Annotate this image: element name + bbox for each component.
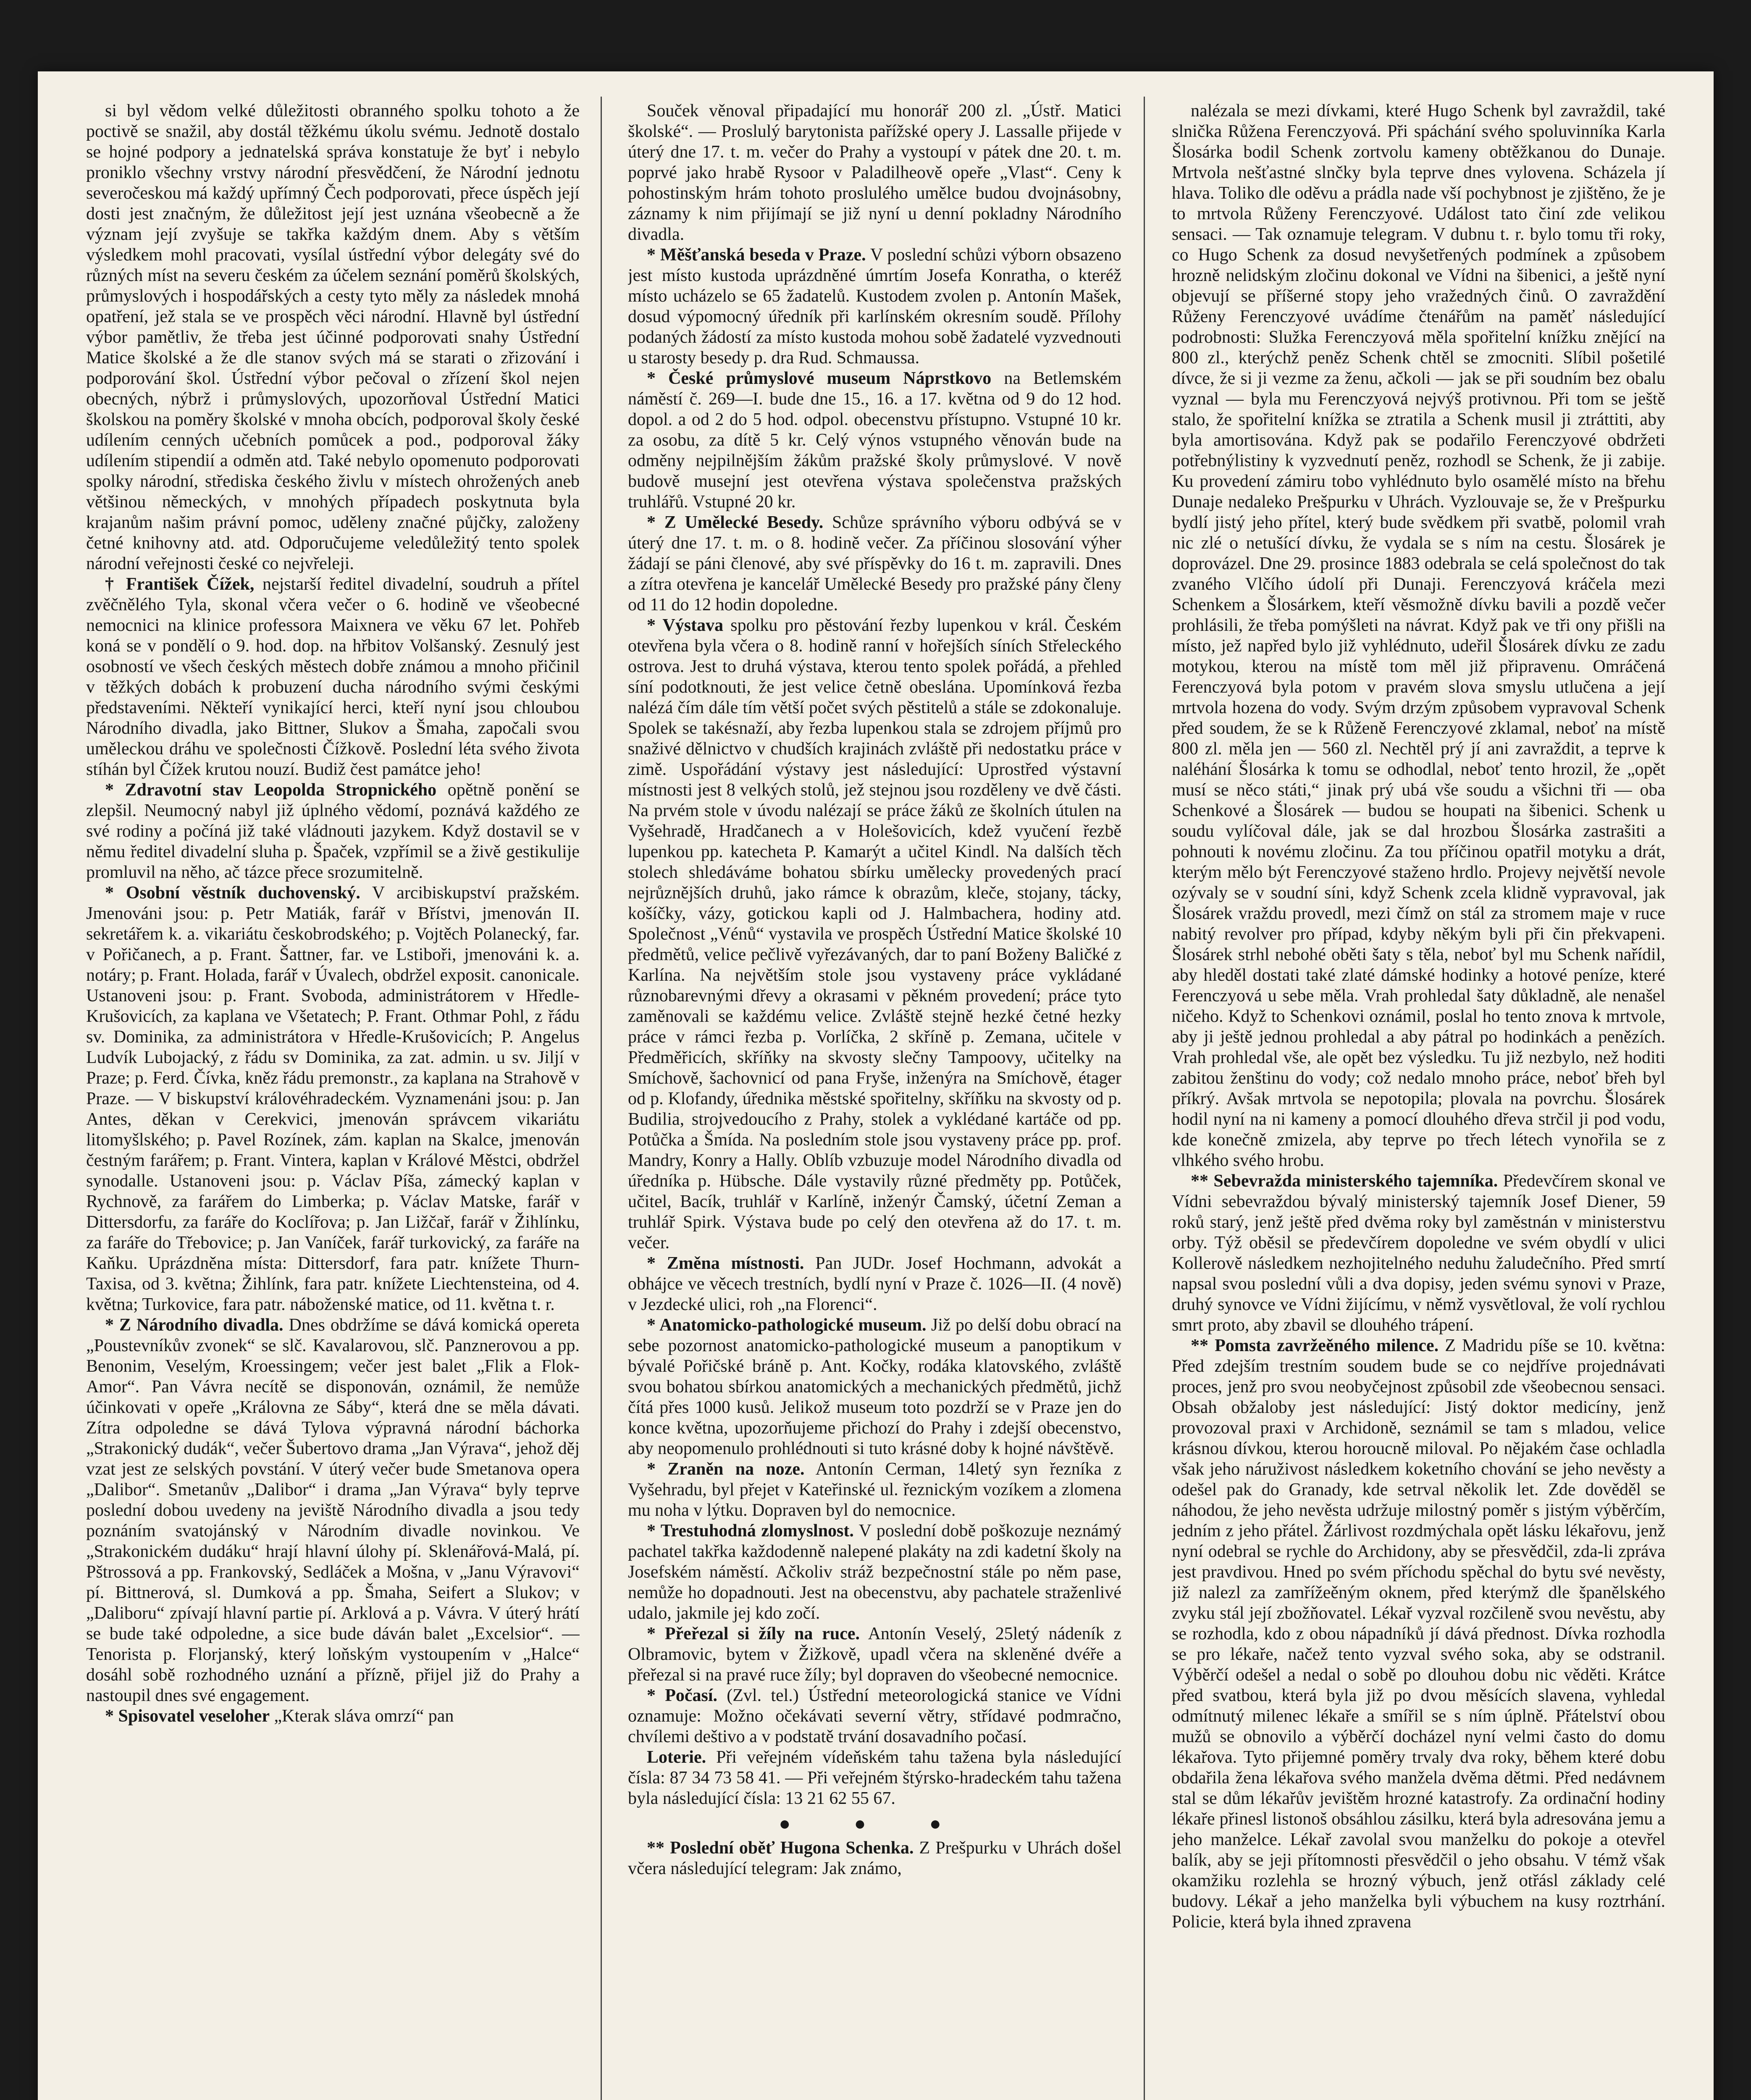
article-paragraph: Souček věnoval připadající mu honorář 200 zl. „Ústř. Matici školské“. — Proslulý barytonista pařížské opery J. Lassalle přijede v úterý dne 17. t. m. večer do Prahy a vystoupí v pátek dne 20. t. m. poprvé jako hrabě Rysoor v Paladilheově opeře „Vlast“. Ceny k pohostinským hrám tohoto proslulého umělce budou dvojnásobny, záznamy k nim přijímají se již nyní u denní pokladny Národního divadla. [628, 101, 1121, 244]
article-text: Předevčírem skonal ve Vídni sebevraždou bývalý ministerský tajemník Josef Diener, 59 roků starý, jenž ještě před dvěma roky byl zaměstnán v ministerstvu orby. Týž oběsil se předevčírem dopoledne ve svém obydlí v ulici Kollerově následkem nezhojitelného neduhu žaludečního. Před smrtí napsal svou poslední vůli a dva dopisy, jeden svému synovi v Praze, druhý synovce ve Vídni žijícímu, v němž vysvětloval, že volí rychlou smrt proto, aby zbavil se dlouhého trápení. [1172, 1171, 1665, 1335]
article-paragraph [86, 883, 580, 1315]
article-heading: * Spisovatel veseloher [105, 1706, 270, 1726]
article-heading: ** Pomsta zavržeěného milence. [1191, 1336, 1439, 1355]
article-paragraph [628, 615, 1121, 1253]
article-text: Pan JUDr. Josef Hochmann, advokát a obhájce ve věcech trestních, bydlí nyní v Praze č. 1026—II. (4 nově) v Jezdecké ulici, roh „na Florenci“. [628, 1254, 1121, 1314]
article-heading: * Z Národního divadla. [105, 1315, 284, 1335]
article-heading: * Anatomicko-pathologické museum. [647, 1315, 927, 1335]
article-paragraph [86, 1706, 580, 1727]
article-heading: * Přeřezal si žíly na ruce. [647, 1624, 860, 1643]
column-middle [628, 101, 1121, 2100]
article-text: „Kterak sláva omrzí“ pan [274, 1706, 454, 1726]
article-text: V poslední době poškozuje neznámý pachatel takřka každodenně nalepené plakáty na zdi kadetní školy na Josefském náměstí. Ačkoliv stráž bezpečnostní stále po něm pase, nemůže ho dopadnouti. Jest na obecenstvu, aby pachatele straženlivé udalo, jakmile jej kdo zočí. [628, 1521, 1121, 1623]
section-separator: ● ● ● [779, 1813, 971, 1834]
article-text: V arcibiskupství pražském. Jmenováni jsou: p. Petr Matiák, farář v Břístvi, jmenován II. sekretářem k. a. vikariátu českobrodského; p. Vojtěch Polanecký, far. v Pořičanech, a p. Frant. Šattner, far. ve Lstiboři, jmenováni k. a. notáry; p. Frant. Holada, farář v Úvalech, obdržel exposit. canonicale. Ustanoveni jsou: p. Frant. Svoboda, administrátorem v Hředle-Krušovicích, za kaplana ve Všetatech; P. Frant. Othmar Pohl, z řádu sv. Dominika, za administrátora v Hředle-Krušovicích; P. Angelus Ludvík Lubojacký, z řádu sv Dominika, za zat. admin. u sv. Jiljí v Praze; p. Ferd. Čívka, kněz řádu premonstr., za kaplana na Strahově v Praze. — V biskupství královéhradeckém. Vyznamenáni jsou: p. Jan Antes, děkan v Cerekvici, jmenován správcem vikariátu litomyšlského; p. Pavel Rozínek, zám. kaplan na Skalce, jmenován čestným farářem; p. Frant. Vintera, kaplan v Králové Městci, obdržel synodalle. Ustanoveni jsou: p. Václav Píša, zámecký kaplan v Rychnově, za farářem do Limberka; p. Václav Matske, farář v Dittersdorfu, za faráře do Koclířova; p. Jan Ližčař, farář v Žihlínku, za faráře do Třebovice; p. Jan Vaníček, farář turkovický, za faráře na Kaňku. Uprázdněna místa: Dittersdorf, fara patr. knížete Thurn-Taxisa, od 3. května; Žihlínk, fara patr. knížete Liechtensteina, od 4. května; Turkovice, fara patr. náboženské matice, od 11. května t. r. [86, 883, 580, 1314]
article-text: Z Madridu píše se 10. května: Před zdejším trestním soudem bude se co nejdříve projednávati proces, jenž pro svou neobyčejnost způsobil zde všeobecnou sensaci. Obsah obžaloby jest následující: Jistý doktor medicíny, jenž provozoval praxi v Archidoně, seznámil se tam s mladou, velice krásnou dívkou, kterou horoucně miloval. Po nějakém čase ochladla však jeho náruživost následkem koketního chování se jeho nevěsty a odešel pak do Granady, kde setrval několik let. Zde dověděl se náhodou, že jeho nevěsta udržuje milostný poměr s jistým výběrčím, jedním z jeho přátel. Žárlivost rozdmýchala opět lásku lékařovu, jenž nyní odebral se rychle do Archidony, aby se přesvědčil, zda-li zpráva jest pravdivou. Hned po svém příchodu spěchal do bytu své nevěsty, již nalezl za zamřížeěným oknem, před kterýmž dle španělského zvyku stál její zbožňovatel. Lékař vyzval rozčileně svou nevěstu, aby se rozhodla, kdo z obou nápadníků jí dává přednost. Dívka rozhodla se pro lékaře, načež tento vyzval svého soka, aby se odstranil. Výběrčí odešel a nedal o sobě po dlouhou dobu nic věděti. Krátce před svatbou, která byla již po dvou měsících slavena, vyhledal odmítnutý milenec lékaře a smířil se s ním úplně. Přátelství obou mužů se obnovilo a výběrčí docházel nyní velmi často do domu lékařova. Tyto přijemné poměry trvaly dva roky, během které dobu obdařila žena lékařova svého manžela dvěma dětmi. Před nedávnem stal se dům lékařův jevištěm hrozné katastrofy. Za ordinační hodiny lékaře přinesl listonoš obsáhlou zásilku, která byla adresována jemu a jeho manželce. Lékař zavolal svou manželku do pokoje a otevřel balík, aby se jeji přítomnosti přesvědčil o jeho obsahu. V témž však okamžiku rozlehla se hrozný výbuch, jenž otřásl základy celé budovy. Lékař a jeho manželka byli výbuchem na kusy roztrhání. Policie, která byla ihned zpravena [1172, 1336, 1665, 1932]
article-text: V poslední schůzi výborn obsazeno jest místo kustoda uprázdněné úmrtím Josefa Konratha, o kteréž místo ucházelo se 65 žadatelů. Kustodem zvolen p. Antonín Mašek, dosud výpomocný úředník při karlínském okresním soudě. Přílohy podaných žádostí za místo kustoda mohou sobě žadatelé vyzvednouti u starosty besedy p. dra Rud. Schmaussa. [628, 245, 1121, 368]
article-text: opětně ponění se zlepšil. Neumocný nabyl již úplného vědomí, poznává každého ze své rodiny a počíná již také vládnouti jazykem. Když dostavil se v němu ředitel divadelní sluha p. Špaček, vzpřímil se a živě gestikulije promluvil na něho, ač tázce přece srozumitelně. [86, 780, 580, 882]
article-heading: * Zdravotní stav Leopolda Stropnického [105, 780, 437, 800]
article-paragraph [628, 245, 1121, 368]
article-heading: * České průmyslové museum Náprstkovo [647, 369, 992, 388]
article-heading: * Osobní věstník duchovenský. [105, 883, 360, 903]
article-paragraph: nalézala se mezi dívkami, které Hugo Schenk byl zavraždil, také slnička Růžena Ferenczyová. Při spáchání svého spoluvinníka Karla Šlosárka bodil Schenk zortvolu kameny obtěžkanou do Dunaje. Mrtvola nešťastné slnčky byla teprve dnes vylovena. Scházela jí hlava. Toliko dle oděvu a prádla nade vší pochybnost je zjištěno, že je to mrtvola Růženy Ferenczyové. Událost tato činí zde velikou sensaci. — Tak oznamuje telegram. V dubnu t. r. bylo tomu tři roky, co Hugo Schenk za dosud nevyšetřených podmínek a způsobem hrozně nelidským zločinu dokonal ve Vídni na šibenici, a ještě nyní objevují se příšerné stopy jeho vražedných činů. O zavraždění Růženy Ferenczyové uvádíme čtenářům na paměť následující podrobnosti: Služka Ferenczyová měla spořitelní knížku znějící na 800 zl., kterýchž peněz Schenk chtěl se zmocniti. Slíbil pošetilé dívce, že si ji vezme za ženu, ačkoli — jak se při soudním bez obalu vyznal — byla mu Ferenczyová nejvýš protivnou. Při tom se ještě stalo, že spořitelní knížka se ztratila a Schenk musil ji ztráttiti, aby byla amortisována. Když pak se podařilo Ferenczyové obdržeti potřebnýlistiny k vyzvednutí peněz, rozhodl se Schenk, že ji zabije. Ku provedení zámiru tobo vyhlédnuto bylo osamělé místo na břehu Dunaje nedaleko Prešpurku v Uhrách. Vyzlouvaje se, že v Prešpurku bydlí jistý jeho přítel, který bude svědkem při svatbě, polomil vrah nic zlé o netušící dívku, že vydala se s ním na cestu. Šlosárek je doprovázel. Dne 29. prosince 1883 odebrala se celá společnost do tak zvaného Vlčího údolí při Dunaji. Ferenczyová kráčela mezi Schenkem a Šlosárkem, kteří věsmožně dívku bavili a pozdě večer prohlásili, že třeba pomýšleti na návrat. Když pak ve tři ony přišli na místo, jež napřed bylo již vyhlédnuto, udeřil Šlosárek dívku ze zadu motykou, kterou na místě tom měl již připravenu. Omráčená Ferenczyová byla potom v pravém slova smyslu utlučena a její mrtvola hozena do vody. Svým drzým způsobem vypravoval Schenk před soudem, že se k Růženě Ferenczyové zklamal, neboť na místě 800 zl. měla jen — 560 zl. Nechtěl prý jí ani zavraždit, a teprve k naléhání Šlosárka k tomu se odhodlal, neboť tento hrozil, že „opět musí se něco státi,“ jinak prý ubá vše soudu a všichni tři — oba Schenkové a Šlosárek — budou se houpati na šibenici. Schenk u soudu vylíčoval dále, jak se dal hrozbou Šlosárka zastrašiti a pohnouti k novému zločinu. Za tou příčinou opatřil motyku a drát, kterým mělo být Ferenczyové staženo hrdlo. Projevy největší nevole ozývaly se v soudní síni, když Schenk zcela klidně vypravoval, jak Šlosárek vraždu provedl, mezi čímž on stál za stromem maje v ruce nabitý revolver pro případ, kdyby někým byli při čin překvapeni. Šlosárek strhl nebohé oběti šaty s těla, neboť byl mu Schenk nařídil, aby hleděl dostati také zlaté dámské hodinky a hotové peníze, které Ferenczyová u sebe měla. Vrah prohledal šaty důkladně, ale nenašel ničeho. Když to Schenkovi oznámil, poslal ho tento znova k mrtvole, aby ji ještě jednou prohledal a aby pátral po hodinkách a penězích. Vrah prohledal vše, ale opět bez výsledku. Tu již nezbylo, než hoditi zabitou ženštinu do vody; což nedalo mnoho práce, neboť břeh byl příkrý. Avšak mrtvola se nepotopila; plovala na povrchu. Šlosárek hodil nyní na ni kameny a pomocí dlouhého dřeva strčil ji pod vodu, kde konečně zmizela, aby teprve po třech létech vynořila se z vlhkého svého hrobu. [1172, 101, 1665, 1170]
article-paragraph [1172, 1171, 1665, 1336]
column-rule [601, 97, 602, 2100]
newspaper-page [38, 71, 1714, 2100]
article-heading: * Počasí. [647, 1686, 718, 1705]
article-heading: * Měšťanská beseda v Praze. [647, 245, 866, 265]
article-text: Antonín Veselý, 25letý nádeník z Olbramovic, bytem v Žižkově, upadl včera na skleněné dvéře a přeřezal si na pravé ruce žíly; byl dopraven do všeobecné nemocnice. [628, 1624, 1121, 1685]
article-text: spolku pro pěstování řezby lupenkou v král. Českém otevřena byla včera o 8. hodině ranní v hořejších síních Střeleckého ostrova. Jest to druhá výstava, kterou tento spolek pořádá, a přehled síní podotknouti, že jest velice četně obeslána. Upomínková řezba nalézá čím dále tím větší počet svých pěstitelů a stále se zdokonaluje. Spolek se takésnaží, aby řezba lupenkou stala se zdrojem příjmů pro snaživé dělnictvo v chudších krajinách zvláště při nedostatku práce v zimě. Uspořádání výstavy jest následující: Uprostřed výstavní místnosti jest 8 velkých stolů, jež stejnou jsou rozděleny ve dvě části. Na prvém stole v úvodu nalézají se práce žáků ze školních útulen na Vyšehradě, Hradčanech a v Holešovicích, kdež vyučení řezbě lupenkou pp. katecheta P. Kamarýt a učitel Kindl. Na dalších těch stolech shledáváme bohatou sbírku umělecky provedených prací nejrůznějších druhů, jako rámce k obrazům, kleče, stojany, tácky, košíčky, vázy, gotickou kapli od J. Halmbachera, hodiny atd. Společnost „Vénů“ vystavila ve prospěch Ústřední Matice školské 10 předmětů, velice pečlivě vyřezávaných, dar to paní Boženy Baličké z Karlína. Na největším stole jsou vystaveny práce vykládané různobarevnými dřevy a okrasami v pěkném provedení; práce tyto zaměnovali se každému velice. Zvláště stejně hezké četné hezky práce v rámci řezba p. Vorlíčka, 2 skříně p. Zemana, učitele v Předměřicích, skříňky na skvosty slečny Tampoovy, učitelky na Smíchově, šachovnicí od pana Fryše, inženýra na Smíchově, étager od p. Klofandy, úřednika městské spořitelny, skříňku na skvosty od p. Budilia, strojvedoucího z Prahy, stolek a vyklédané kartáče od pp. Potůčka a Šmída. Na posledním stole jsou vystaveny práce pp. prof. Mandry, Konry a Hally. Oblíb vzbuzuje model Národního divadla od úředníka p. Hübsche. Dále vystavily různé předměty pp. Potůček, učitel, Bacík, truhlář v Karlíně, inženýr Čamský, účetní Zeman a truhlář Spirk. Výstava bude po celý den otevřena až do 17. t. m. večer. [628, 616, 1121, 1252]
article-paragraph [628, 1521, 1121, 1624]
article-heading: * Z Umělecké Besedy. [647, 513, 824, 532]
article-text: nejstarší ředitel divadelní, soudruh a přítel zvěčnělého Tyla, skonal včera večer o 6. hodině ve všeobecné nemocnici na klinice professora Maixnera ve věku 67 let. Pohřeb koná se v pondělí o 9. hod. dop. na hřbitov Volšanský. Zesnulý jest osobností ve všech českých městech dobře známou a mnoho přičinil v těžkých dobách k probuzení ducha národního svými českými představeními. Někteří vynikající herci, kteří nyní jsou chloubou Národního divadla, jako Bittner, Slukov a Šmaha, započali svou uměleckou dráhu ve společnosti Čížkově. Poslední léta svého života stíhán byl Čížek krutou nouzí. Budiž čest památce jeho! [86, 575, 580, 779]
article-heading: † František Čížek, [105, 575, 255, 594]
article-heading: * Zraněn na noze. [647, 1460, 805, 1479]
article-text: Z Prešpurku v Uhrách došel včera následující telegram: Jak známo, [628, 1838, 1121, 1878]
article-text: Antonín Cerman, 14letý syn řezníka z Vyšehradu, byl přejet v Kateřinské ul. řeznickým vozíkem a zlomena mu noha v lýtku. Dopraven byl do nemocnice. [628, 1460, 1121, 1520]
article-paragraph [628, 1624, 1121, 1685]
article-heading: * Trestuhodná zlomyslnost. [647, 1521, 854, 1541]
article-paragraph: si byl vědom velké důležitosti obranného spolku tohoto a že poctivě se snažil, aby dostál těžkému úkolu svému. Jednotě dostalo se hojné podpory a jednatelská správa konstatuje že byť i nebylo proniklo všechny vrstvy národní přesvědčení, že Národní jednotu severočeskou má každý upřímný Čech podporovati, přece úspěch její dosti jest značným, že důležitost její jest uznána všeobecně a že význam její zvyšuje se takřka každým dnem. Aby s větším výsledkem mohl pracovati, vysílal ústřední výbor delegáty své do různých míst na severu českém za účelem seznání poměrů školských, průmyslových i hospodářských a cesty tyto měly za následek mnohá opatření, jež stala se ve prospěch věci národní. Hlavně byl ústřední výbor pamětliv, že třeba jest účinné podporovati snahy Ústřední Matice školské a že dle stanov svých má se starati o zřizování i podporování škol. Ústřední výbor pečoval o zřízení škol nejen obecných, nýbrž i průmyslových, upozorňoval Ústřední Matici školskou na poměry školské v mnoha obcích, podporoval školy české udílením cenných učebních pomůcek a pod., podporoval žáky udílením stipendií a odměn atd. Také nebylo opomenuto podporovati spolky národní, střediska českého živlu v místech ohrožených aneb většinou německých, v mnohých případech poskytnuta byla krajanům našim právní pomoc, uděleny značné půjčky, založeny četné knihovny atd. atd. Odporučujeme veledůležitý tento spolek národní veřejnosti české co nejvřeleji. [86, 101, 580, 573]
article-paragraph [86, 574, 580, 780]
article-heading: ** Sebevražda ministerského tajemníka. [1191, 1171, 1498, 1191]
article-paragraph [86, 780, 580, 883]
article-text: Již po delší dobu obrací na sebe pozornost anatomicko-pathologické museum a panoptikum v bývalé Pořičské bráně p. Ant. Kočky, rodáka klatovského, zvláště svou bohatou sbírkou anatomických a mechanických předmětů, jichž čítá přes 1000 kusů. Jelikož museum toto pozdrží se v Praze jen do konce května, upozorňujeme přichozí do Prahy i zdejší obecenstvo, aby neopomenulo prohlédnouti si tuto krásné doby k hojné návštěvě. [628, 1315, 1121, 1458]
column-right [1172, 101, 1665, 2100]
article-text: (Zvl. tel.) Ústřední meteorologická stanice ve Vídni oznamuje: Možno očekávati severní větry, střídavé podmračno, chvílemi deštivo a v podstatě trvání dosavadního počasí. [628, 1686, 1121, 1746]
article-heading: * Výstava [647, 616, 724, 635]
article-paragraph [628, 512, 1121, 615]
column-rule [1144, 97, 1145, 2100]
article-heading: * Změna místnosti. [647, 1254, 804, 1273]
article-paragraph [628, 1253, 1121, 1315]
article-heading: ** Poslední oběť Hugona Schenka. [647, 1838, 914, 1858]
article-heading: Loterie. [647, 1748, 706, 1767]
article-text: Schůze správního výboru odbývá se v úterý dne 17. t. m. o 8. hodině večer. Za příčinou slosování výher žádají se páni členové, aby své příspěvky do 16 t. m. zapravili. Dnes a zítra otevřena je kancelář Umělecké Besedy pro pražské pány členy od 11 do 12 hodin dopoledne. [628, 513, 1121, 614]
article-paragraph [628, 1315, 1121, 1459]
article-paragraph [628, 368, 1121, 512]
article-paragraph [628, 1747, 1121, 1809]
article-paragraph [628, 1838, 1121, 1879]
column-left [86, 101, 580, 2100]
article-text: Dnes obdržíme se dává komická opereta „Poustevníkův zvonek“ se slč. Kavalarovou, slč. Panznerovou a pp. Benonim, Veselým, Kroessingem; večer jest balet „Flik a Flok-Amor“. Pan Vávra necítě se disponován, oznámil, že nemůže účinkovati v opeře „Královna ze Sáby“, která dne se měla dávati. Zítra odpoledne se dává Tylova výpravná národní báchorka „Strakonický dudák“, večer Šubertovo drama „Jan Výrava“, jehož děj vzat jest ze selských povstání. V úterý večer bude Smetanova opera „Dalibor“. Smetanův „Dalibor“ i drama „Jan Výrava“ byly teprve poslední dobou uvedeny na jeviště Národního divadla a jsou tedy poznáním svatojánský v Národním divadle novinkou. Ve „Strakonickém dudáku“ hrají hlavní úlohy pí. Sklenářová-Malá, pí. Pštrossová a pp. Frankovský, Sedláček a Mošna, v „Janu Výravovi“ pí. Bittnerová, sl. Dumková a pp. Šmaha, Seifert a Slukov; v „Daliboru“ zpívají hlavní partie pí. Arklová a p. Vávra. V úterý hrátí se bude také odpoledne, a sice bude dáván balet „Excelsior“. — Tenorista p. Florjanský, který loňským vystoupením v „Halce“ dosáhl sobě rozhodného uznání a přízně, přijel již do Prahy a nastoupil dnes své engagement. [86, 1315, 580, 1705]
article-paragraph [628, 1685, 1121, 1747]
article-paragraph [86, 1315, 580, 1706]
article-text: na Betlemském náměstí č. 269—I. bude dne 15., 16. a 17. května od 9 do 12 hod. dopol. a od 2 do 5 hod. odpol. obecenstvu přístupno. Vstupné 10 kr. za osobu, za dítě 5 kr. Celý výnos vstupného věnován bude na odměny nejpilnějším žákům pražské školy průmyslové. V nově budově musejní jest otevřena výstava společenstva pražských truhlářů. Vstupné 20 kr. [628, 369, 1121, 512]
article-text: Při veřejném vídeňském tahu tažena byla následující čísla: 87 34 73 58 41. — Při veřejném štýrsko-hradeckém tahu tažena byla následující čísla: 13 21 62 55 67. [628, 1748, 1121, 1808]
article-paragraph [628, 1459, 1121, 1521]
article-paragraph [1172, 1336, 1665, 1932]
